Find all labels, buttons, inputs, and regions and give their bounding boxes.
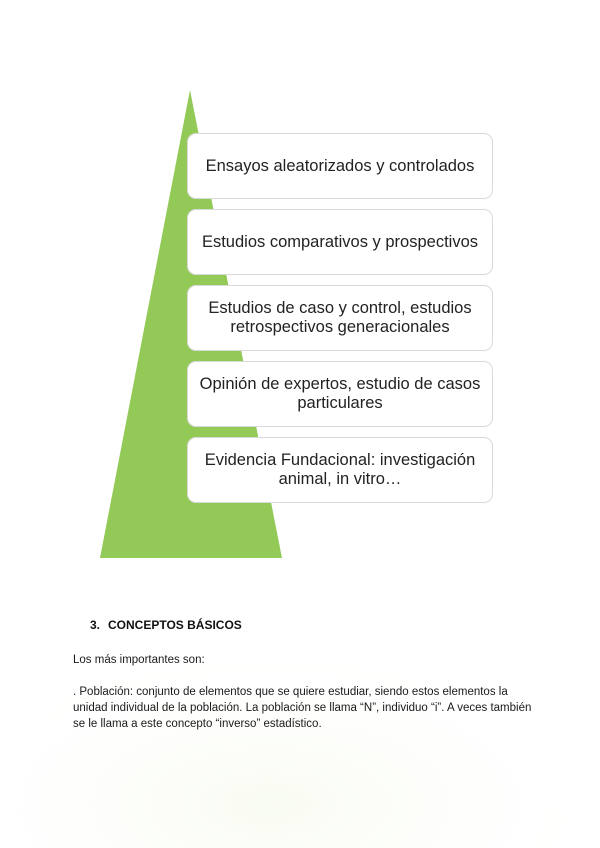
section-heading — [90, 618, 242, 632]
section-number: 3. — [90, 618, 101, 632]
pyramid-level-4-label: Opinión de expertos, estudio de casos particulares — [199, 375, 481, 412]
pyramid-level-2 — [187, 209, 493, 275]
pyramid-level-5-label: Evidencia Fundacional: investigación animal, in vitro… — [204, 451, 476, 488]
poblacion-paragraph: . Población: conjunto de elementos que se quiere estudiar, siendo estos elementos la unidad individual de la población. La población se llama “N”, individuo “i”. A veces también se le llama a este concepto “inverso” estadístico. — [73, 686, 532, 730]
pyramid-level-1-label: Ensayos aleatorizados y controlados — [205, 156, 475, 175]
section-title: CONCEPTOS BÁSICOS — [108, 618, 242, 632]
pyramid-level-3 — [187, 285, 493, 351]
intro-paragraph: Los más importantes son: — [73, 654, 205, 666]
pyramid-level-4 — [187, 361, 493, 427]
pyramid-level-5 — [187, 437, 493, 503]
pyramid-level-3-label: Estudios de caso y control, estudios retrospectivos generacionales — [208, 299, 472, 336]
pyramid-level-2-label: Estudios comparativos y prospectivos — [201, 232, 479, 251]
pyramid-level-1 — [187, 133, 493, 199]
